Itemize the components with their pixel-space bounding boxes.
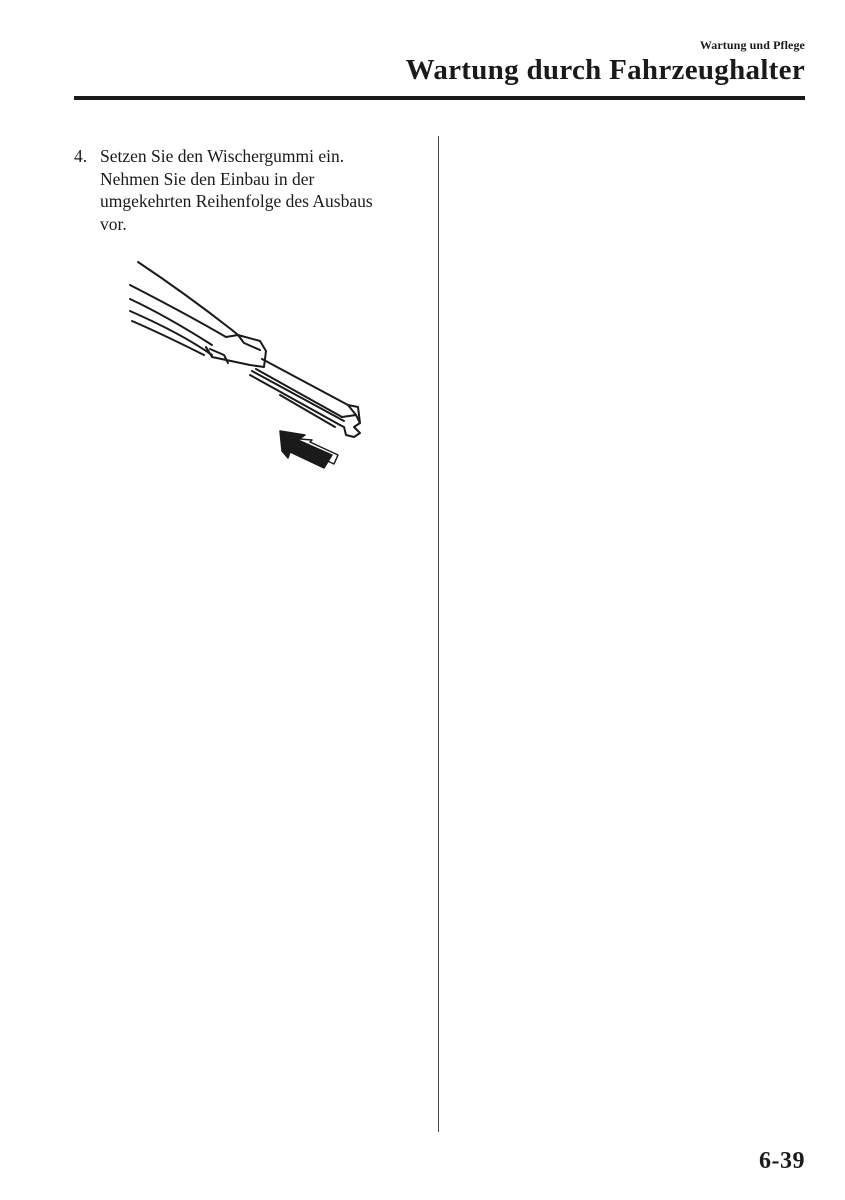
instruction-step — [74, 145, 419, 235]
step-number: 4. — [74, 146, 88, 166]
title-rule — [74, 96, 805, 100]
insert-arrow-icon — [280, 431, 338, 468]
step-line: vor. — [100, 213, 127, 234]
step-text — [100, 145, 419, 235]
wiper-blade-illustration — [120, 255, 370, 480]
wiper-blade-tip — [340, 415, 360, 437]
page-title: Wartung durch Fahrzeughalter — [405, 54, 805, 86]
step-line: umgekehrten Reihenfolge des Ausbaus — [100, 191, 373, 211]
wiper-arm — [138, 262, 238, 335]
step-line: Nehmen Sie den Einbau in der — [100, 168, 315, 189]
step-line: Setzen Sie den Wischergummi ein. — [100, 146, 345, 166]
section-label: Wartung und Pflege — [699, 38, 805, 52]
page-number: 6-39 — [759, 1148, 805, 1174]
column-divider — [438, 136, 439, 1132]
